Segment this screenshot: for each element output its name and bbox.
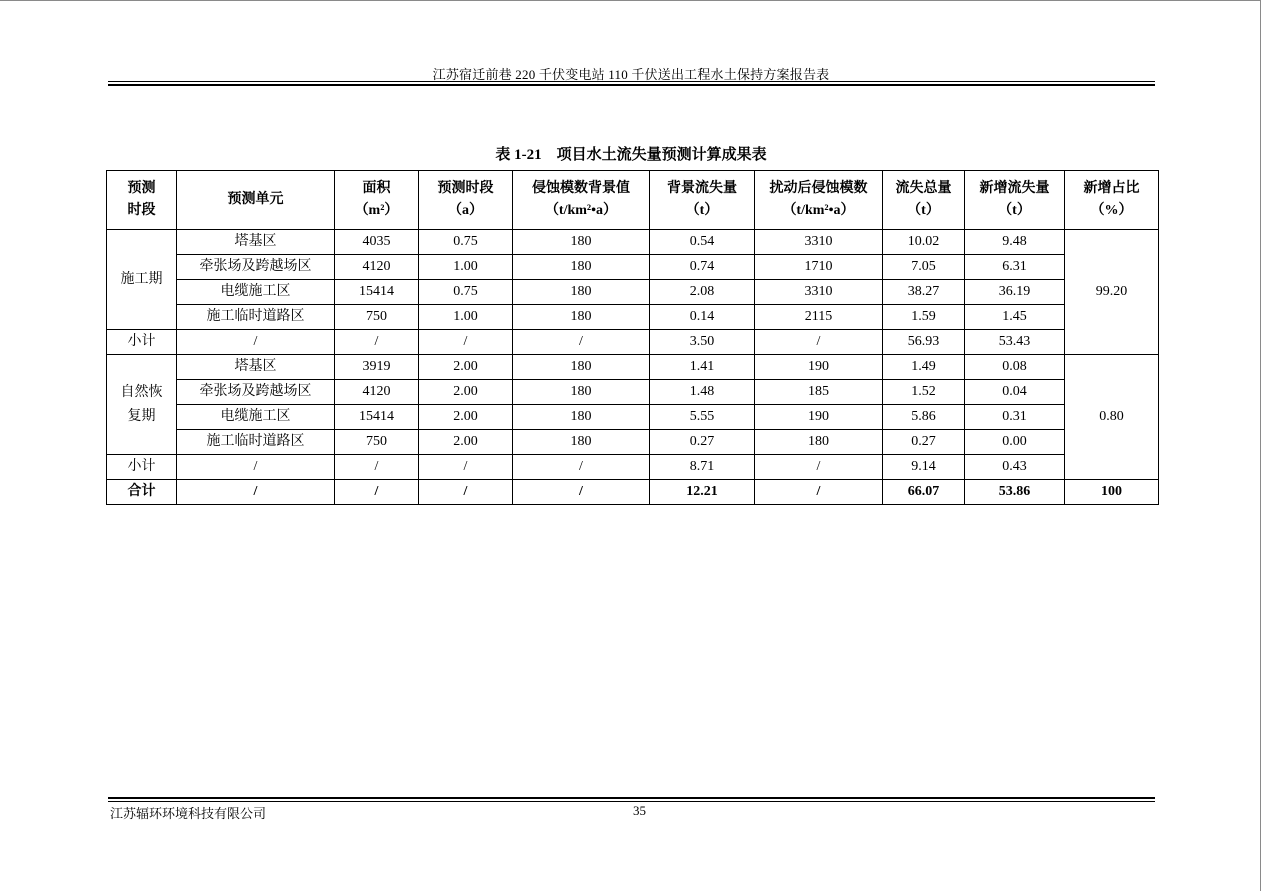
table-cell: 塔基区 [177,355,335,380]
table-cell: / [513,480,650,505]
header-cell: 预测单元 [177,171,335,230]
table-cell: / [419,330,513,355]
table-cell: 38.27 [883,280,965,305]
table-cell: 0.31 [965,405,1065,430]
table-cell: 10.02 [883,230,965,255]
table-cell: 180 [755,430,883,455]
header-rule [108,81,1155,82]
table-cell: 9.14 [883,455,965,480]
table-cell: 1.00 [419,255,513,280]
table-cell: 施工临时道路区 [177,430,335,455]
table-cell: / [419,455,513,480]
table-cell: 15414 [335,405,419,430]
table-cell: 4120 [335,255,419,280]
total-row [107,480,1159,505]
table-cell: 0.74 [650,255,755,280]
header-cell: 新增流失量 （t） [965,171,1065,230]
header-cell: 流失总量 （t） [883,171,965,230]
table-cell: 190 [755,405,883,430]
share-cell: 99.20 [1065,230,1159,355]
table-cell: 750 [335,430,419,455]
table-header-row [107,171,1159,230]
table-cell: / [755,455,883,480]
table-cell: 牵张场及跨越场区 [177,380,335,405]
header-cell: 新增占比 （%） [1065,171,1159,230]
table-cell: 3.50 [650,330,755,355]
table-cell: / [335,480,419,505]
table-cell: 5.86 [883,405,965,430]
table-cell: 53.86 [965,480,1065,505]
table-cell: 0.27 [883,430,965,455]
subtotal-row [107,455,1159,480]
header-cell: 预测时段 （a） [419,171,513,230]
period-cell: 自然恢 复期 [107,355,177,455]
table-cell: 1.41 [650,355,755,380]
table-cell: 8.71 [650,455,755,480]
table-cell: 电缆施工区 [177,280,335,305]
table-cell: / [755,330,883,355]
table-cell: / [335,455,419,480]
table-cell: 1.49 [883,355,965,380]
table-cell: 1.52 [883,380,965,405]
table-cell: 56.93 [883,330,965,355]
soil-loss-table [106,170,1159,505]
table-cell: 1.59 [883,305,965,330]
table-cell: 2.00 [419,430,513,455]
table-cell: 15414 [335,280,419,305]
table-cell: / [513,455,650,480]
table-row [107,405,1159,430]
table-row [107,230,1159,255]
page-number: 35 [633,803,646,818]
table-cell: 1.45 [965,305,1065,330]
table-cell: 2.00 [419,380,513,405]
table-cell: 0.04 [965,380,1065,405]
table-cell: 180 [513,280,650,305]
table-cell: 750 [335,305,419,330]
table-cell: 1.48 [650,380,755,405]
footer-rule [108,801,1155,802]
period-cell: 施工期 [107,230,177,330]
table-cell: 4120 [335,380,419,405]
table-cell: 2115 [755,305,883,330]
table-cell: 0.27 [650,430,755,455]
table-cell: 0.43 [965,455,1065,480]
table-cell: 合计 [107,480,177,505]
share-cell: 0.80 [1065,355,1159,480]
table-cell: 塔基区 [177,230,335,255]
table-cell: 6.31 [965,255,1065,280]
table-cell: 12.21 [650,480,755,505]
table-cell: 0.00 [965,430,1065,455]
subtotal-row [107,330,1159,355]
table-cell: 0.75 [419,230,513,255]
table-cell: 牵张场及跨越场区 [177,255,335,280]
table-cell: 53.43 [965,330,1065,355]
table-row [107,380,1159,405]
table-cell: 66.07 [883,480,965,505]
table-cell: 3310 [755,280,883,305]
table-cell: 小计 [107,330,177,355]
table-cell: 100 [1065,480,1159,505]
table-cell: 4035 [335,230,419,255]
table-cell: / [177,330,335,355]
table-cell: 2.00 [419,405,513,430]
table-cell: 185 [755,380,883,405]
header-cell: 侵蚀模数背景值 （t/km²•a） [513,171,650,230]
header-cell: 扰动后侵蚀模数 （t/km²•a） [755,171,883,230]
table-cell: 180 [513,355,650,380]
table-row [107,305,1159,330]
footer-company: 江苏辐环环境科技有限公司 [110,806,267,821]
table-cell: / [177,480,335,505]
table-cell: 1710 [755,255,883,280]
header-cell: 面积 （m²） [335,171,419,230]
table-cell: / [335,330,419,355]
table-cell: 180 [513,255,650,280]
table-cell: 电缆施工区 [177,405,335,430]
table-cell: 180 [513,230,650,255]
table-cell: / [177,455,335,480]
table-cell: 180 [513,305,650,330]
header-rule-thick [108,84,1155,86]
table-cell: 0.75 [419,280,513,305]
table-title: 表 1-21 项目水土流失量预测计算成果表 [495,147,767,163]
table-cell: 36.19 [965,280,1065,305]
table-cell: / [755,480,883,505]
table-cell: 小计 [107,455,177,480]
table-row [107,430,1159,455]
table-cell: 施工临时道路区 [177,305,335,330]
table-cell: / [513,330,650,355]
header-cell: 背景流失量 （t） [650,171,755,230]
table-cell: 3310 [755,230,883,255]
table-cell: 190 [755,355,883,380]
header-cell: 预测 时段 [107,171,177,230]
table-cell: 0.14 [650,305,755,330]
table-cell: 180 [513,405,650,430]
table-row [107,255,1159,280]
table-cell: 180 [513,430,650,455]
table-cell: 3919 [335,355,419,380]
table-cell: 180 [513,380,650,405]
footer-rule-thick [108,797,1155,799]
table-row [107,280,1159,305]
table-cell: 0.54 [650,230,755,255]
table-cell: 5.55 [650,405,755,430]
table-cell: 2.08 [650,280,755,305]
table-cell: 2.00 [419,355,513,380]
table-cell: 7.05 [883,255,965,280]
table-cell: 0.08 [965,355,1065,380]
table-row [107,355,1159,380]
document-header: 江苏宿迁前巷 220 千伏变电站 110 千伏送出工程水土保持方案报告表 [432,67,830,82]
table-cell: 9.48 [965,230,1065,255]
table-cell: 1.00 [419,305,513,330]
table-cell: / [419,480,513,505]
